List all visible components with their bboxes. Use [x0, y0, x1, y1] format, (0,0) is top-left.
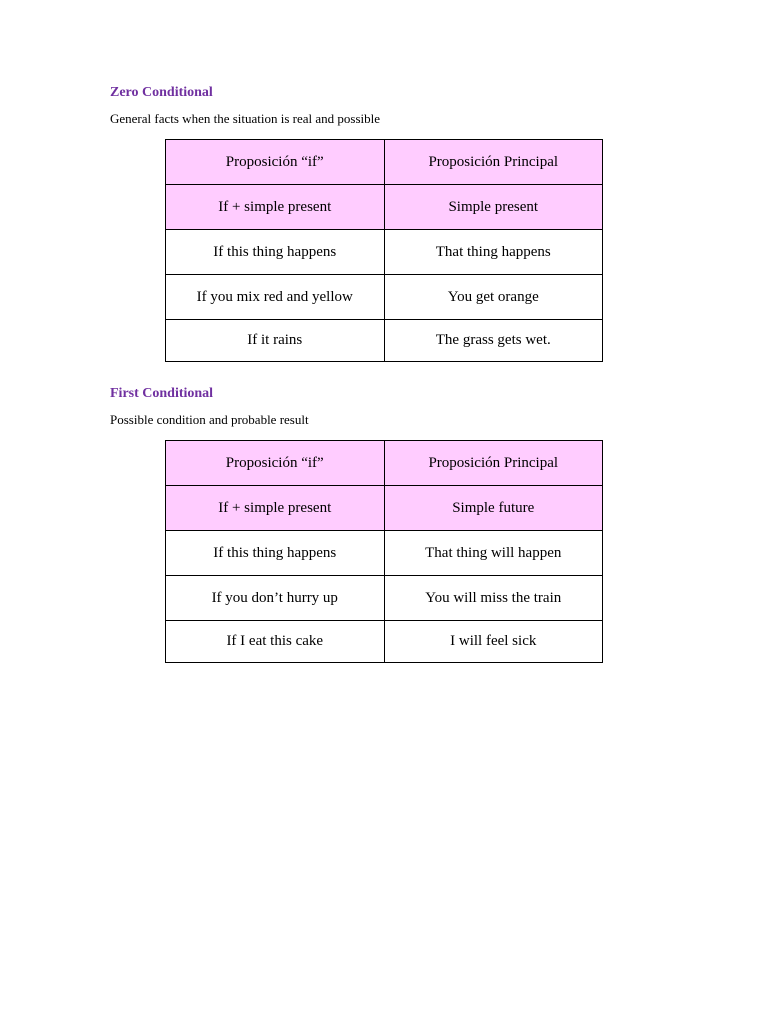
table-header-row: [166, 140, 603, 185]
table-cell: If it rains: [166, 320, 385, 362]
table-formula-row: [166, 185, 603, 230]
conditional-table: [165, 139, 603, 362]
table-cell: You get orange: [384, 275, 603, 320]
table-formula-row: [166, 486, 603, 531]
section-description: General facts when the situation is real and possible: [110, 111, 381, 126]
table-cell: Simple future: [384, 486, 603, 531]
conditional-table: [165, 440, 603, 663]
section-first-conditional: [110, 385, 610, 649]
table-cell: If you mix red and yellow: [166, 275, 385, 320]
table-cell: If I eat this cake: [166, 621, 385, 663]
table-cell: Proposición “if”: [166, 140, 385, 185]
table-cell: The grass gets wet.: [384, 320, 603, 362]
table-cell: That thing happens: [384, 230, 603, 275]
table-cell: If this thing happens: [166, 230, 385, 275]
section-title: First Conditional: [110, 386, 214, 401]
table-cell: Simple present: [384, 185, 603, 230]
section-description: Possible condition and probable result: [110, 412, 309, 427]
table-row: [166, 531, 603, 576]
section-zero-conditional: [110, 84, 610, 348]
table-cell: Proposición Principal: [384, 140, 603, 185]
table-row: [166, 621, 603, 663]
table-row: [166, 576, 603, 621]
section-title: Zero Conditional: [110, 85, 213, 100]
table-cell: If you don’t hurry up: [166, 576, 385, 621]
table-cell: Proposición “if”: [166, 441, 385, 486]
table-cell: That thing will happen: [384, 531, 603, 576]
table-cell: You will miss the train: [384, 576, 603, 621]
table-cell: Proposición Principal: [384, 441, 603, 486]
table-cell: If this thing happens: [166, 531, 385, 576]
table-row: [166, 275, 603, 320]
table-cell: If + simple present: [166, 185, 385, 230]
table-header-row: [166, 441, 603, 486]
table-row: [166, 230, 603, 275]
table-row: [166, 320, 603, 362]
table-cell: I will feel sick: [384, 621, 603, 663]
table-cell: If + simple present: [166, 486, 385, 531]
